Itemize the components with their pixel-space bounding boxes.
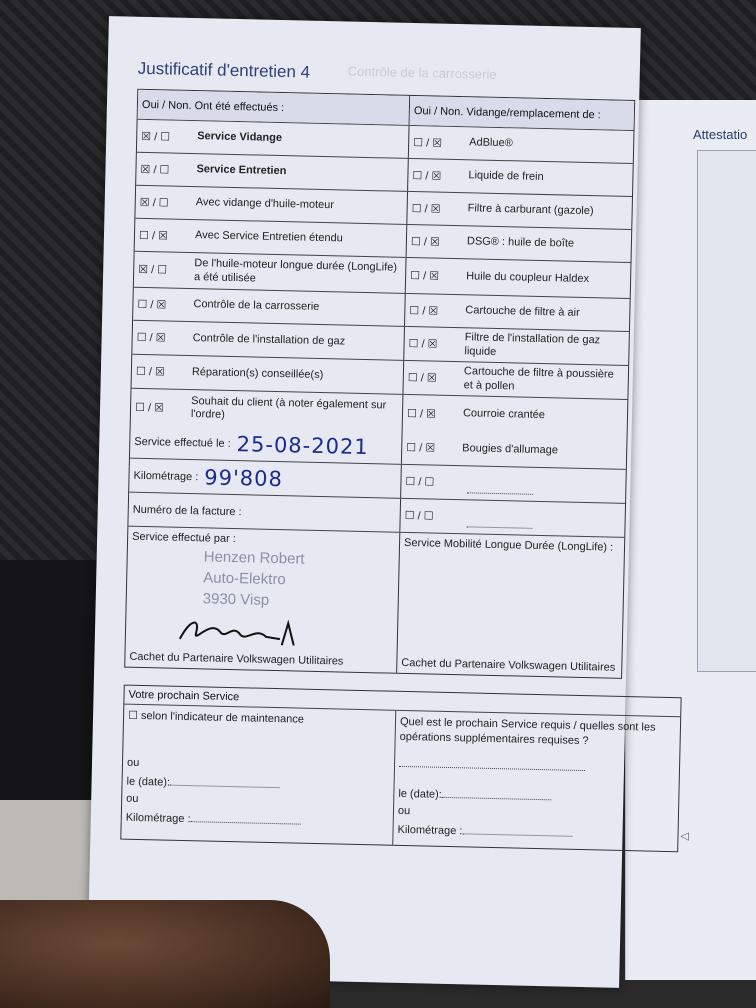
header-right: Oui / Non. Vidange/remplacement de : <box>410 96 635 130</box>
service-date-label: Service effectué le : <box>134 435 231 450</box>
row-checkbox[interactable]: ☒ / ☐ <box>138 263 168 277</box>
performed-by-row <box>125 527 624 678</box>
row-label: Filtre à carburant (gazole) <box>467 202 594 218</box>
row-checkbox[interactable]: ☐ / ☒ <box>413 136 443 150</box>
row-checkbox[interactable]: ☐ / ☒ <box>406 441 436 455</box>
km-label: Kilométrage : <box>397 823 463 838</box>
row-label: De l'huile-moteur longue durée (LongLife) a été utilisée <box>193 257 398 284</box>
row-label: Cartouche de filtre à poussière et à pollen <box>463 365 614 392</box>
row-label: AdBlue® <box>469 136 513 150</box>
row-checkbox[interactable]: ☐ / ☒ <box>410 235 440 249</box>
row-label: Filtre de l'installation de gaz liquide <box>464 331 601 358</box>
row-label: Contrôle de la carrosserie <box>193 298 320 314</box>
row-label: Courroie crantée <box>462 407 546 422</box>
row-checkbox[interactable]: ☐ / ☒ <box>135 365 165 379</box>
blank-line[interactable] <box>466 516 532 528</box>
mileage-label: Kilométrage : <box>133 469 199 483</box>
row-checkbox[interactable]: ☐ / ☒ <box>134 401 165 414</box>
row-checkbox[interactable]: ☐ / ☐ <box>404 509 434 523</box>
maintenance-page <box>87 16 690 988</box>
km-line[interactable] <box>191 812 301 824</box>
next-service-box <box>120 685 681 853</box>
row-checkbox[interactable]: ☐ / ☒ <box>136 331 166 345</box>
mileage-value[interactable]: 99'808 <box>204 464 284 491</box>
km-label: Kilométrage : <box>125 811 191 826</box>
stamp-line: Auto-Elektro <box>203 569 286 588</box>
date-label: le (date): <box>126 775 171 789</box>
row-checkbox[interactable]: ☐ / ☒ <box>138 229 169 242</box>
right-stamp-caption: Cachet du Partenaire Volkswagen Utilitaires <box>401 656 616 674</box>
dealer-stamp <box>203 546 395 613</box>
ou-label: ou <box>126 756 140 769</box>
answer-line[interactable] <box>399 757 585 771</box>
back-page-box <box>697 150 756 672</box>
stamp-line: Henzen Robert <box>203 548 305 568</box>
stamp-line: 3930 Visp <box>202 590 270 609</box>
row-checkbox[interactable]: ☐ / ☐ <box>405 475 435 489</box>
km-line[interactable] <box>462 824 572 836</box>
ou-label: ou <box>397 804 411 818</box>
row-label: Contrôle de l'installation de gaz <box>192 331 346 348</box>
back-page-title: Attestatio <box>693 127 748 142</box>
invoice-label: Numéro de la facture : <box>128 493 401 532</box>
row-label: Liquide de frein <box>468 169 544 184</box>
row-label: Avec vidange d'huile-moteur <box>195 196 335 212</box>
triangle-marker-icon: ◁ <box>680 830 690 843</box>
date-line[interactable] <box>170 776 280 788</box>
row-checkbox[interactable]: ☒ / ☐ <box>139 196 169 209</box>
ou-label: ou <box>126 792 139 805</box>
row-checkbox[interactable]: ☐ / ☒ <box>410 269 440 283</box>
row-checkbox[interactable]: ☐ / ☒ <box>409 304 439 318</box>
service-date-value[interactable]: 25-08-2021 <box>236 431 369 459</box>
service-table <box>124 89 635 679</box>
thumb <box>0 900 330 1008</box>
next-service-question: Quel est le prochain Service requis / quelles sont les opérations supplémentaires requises ? <box>399 715 656 748</box>
row-label: Réparation(s) conseillée(s) <box>191 365 324 381</box>
performed-by-label: Service effectué par : <box>132 530 237 546</box>
row-label: Service Entretien <box>196 163 287 178</box>
blank-line[interactable] <box>467 482 533 494</box>
date-label: le (date): <box>398 787 442 801</box>
row-checkbox[interactable]: ☐ / ☒ <box>412 169 442 183</box>
left-stamp-caption: Cachet du Partenaire Volkswagen Utilitaires <box>129 650 344 668</box>
maintenance-indicator-option[interactable]: ☐ selon l'indicateur de maintenance <box>127 709 305 726</box>
row-checkbox[interactable]: ☐ / ☒ <box>411 202 441 216</box>
page-title: Justificatif d'entretien 4 <box>137 58 311 82</box>
row-checkbox[interactable]: ☒ / ☐ <box>141 130 171 144</box>
next-service-header: Votre prochain Service <box>124 686 680 718</box>
row-label: Service Vidange <box>197 130 283 145</box>
row-label: DSG® : huile de boîte <box>466 235 575 251</box>
row-label: Avec Service Entretien étendu <box>194 229 343 245</box>
row-label: Souhait du client (à noter également sur l'ordre) <box>190 394 387 421</box>
row-label: Cartouche de filtre à air <box>465 304 580 320</box>
signature-icon <box>170 610 321 653</box>
row-checkbox[interactable]: ☐ / ☒ <box>408 337 438 351</box>
ghost-title: Contrôle de la carrosserie <box>347 63 497 82</box>
row-checkbox[interactable]: ☐ / ☒ <box>407 371 437 385</box>
row-label: Huile du coupleur Haldex <box>466 270 590 285</box>
row-label: Bougies d'allumage <box>462 442 559 457</box>
header-left: Oui / Non. Ont été effectués : <box>138 90 411 125</box>
date-line[interactable] <box>442 788 552 800</box>
row-checkbox[interactable]: ☐ / ☒ <box>137 298 167 311</box>
longlife-label: Service Mobilité Longue Durée (LongLife) : <box>403 536 614 554</box>
row-checkbox[interactable]: ☐ / ☒ <box>406 407 437 421</box>
row-checkbox[interactable]: ☒ / ☐ <box>140 163 170 176</box>
